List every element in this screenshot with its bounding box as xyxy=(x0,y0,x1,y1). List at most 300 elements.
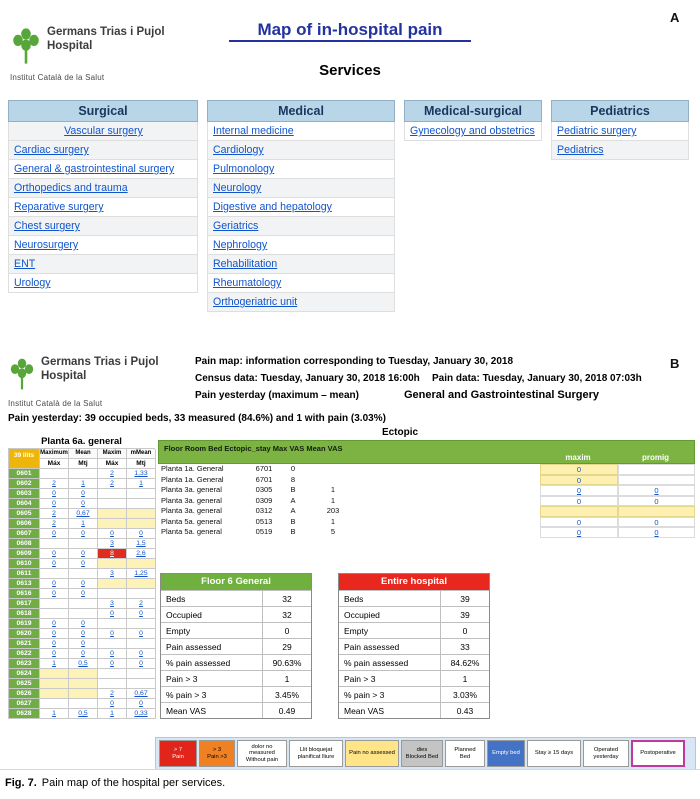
ward-value-cell[interactable]: 1 xyxy=(98,709,127,719)
ward-value-cell[interactable]: 1 xyxy=(69,519,98,529)
service-column-pediatrics xyxy=(551,100,689,160)
ward-value-cell[interactable] xyxy=(98,519,127,529)
ectopic-max-cell[interactable]: 0 xyxy=(540,485,618,496)
legend-label: Pain no assessed xyxy=(349,750,395,757)
ectopic-spacer-cell xyxy=(362,527,540,538)
caption-text: Pain map of the hospital per services. xyxy=(41,777,226,789)
ward-sub-header: Mtj xyxy=(69,459,98,469)
ectopic-table xyxy=(158,440,695,538)
ward-room-cell[interactable]: 0618 xyxy=(9,609,40,619)
ward-room-cell[interactable]: 0601 xyxy=(9,469,40,479)
summary-row xyxy=(339,638,489,654)
hospital-logo-b xyxy=(8,356,178,408)
ward-group-header: mMean xyxy=(127,449,156,459)
summary-label: Beds xyxy=(161,591,263,606)
ward-value-cell[interactable]: 0 xyxy=(40,629,69,639)
legend-item xyxy=(289,740,343,767)
legend-label: planificat lliure xyxy=(297,753,335,760)
ectopic-max-cell[interactable] xyxy=(540,506,618,517)
ward-value-cell[interactable]: 8 xyxy=(98,549,127,559)
ectopic-floor-cell[interactable]: Planta 1a. General xyxy=(161,464,224,473)
ward-value-cell[interactable]: 1 xyxy=(69,479,98,489)
ectopic-floor-cell[interactable]: Planta 5a. general xyxy=(161,516,222,526)
ward-value-cell[interactable]: 2 xyxy=(98,689,127,699)
hospital-name-line1: Germans Trias i Pujol xyxy=(41,356,159,368)
service-link[interactable]: Urology xyxy=(8,274,198,293)
ectopic-bed-cell[interactable]: 8 xyxy=(290,474,296,484)
summary-title: Floor 6 General xyxy=(161,574,311,590)
legend-item xyxy=(631,740,685,767)
ectopic-row xyxy=(158,527,695,538)
ectopic-mean-cell[interactable] xyxy=(618,506,695,517)
ward-value-cell[interactable]: 0,5 xyxy=(69,709,98,719)
service-link[interactable]: Digestive and hepatology xyxy=(207,198,395,217)
service-link[interactable]: Neurosurgery xyxy=(8,236,198,255)
ectopic-floor-cell[interactable]: Planta 3a. general xyxy=(161,506,222,515)
ward-value-cell[interactable]: 0,5 xyxy=(69,659,98,669)
ward-room-cell[interactable]: 0624 xyxy=(9,669,40,679)
summary-value: 0.43 xyxy=(456,706,474,716)
service-link[interactable]: Cardiology xyxy=(207,141,395,160)
summary-value: 84.62% xyxy=(450,658,480,668)
ectopic-stay-cell[interactable]: 203 xyxy=(326,506,340,515)
ward-value-cell[interactable]: 0 xyxy=(69,579,98,589)
summary-row xyxy=(161,622,311,638)
summary-row xyxy=(339,702,489,718)
ward-value-cell[interactable]: 0 xyxy=(40,589,69,599)
ectopic-mean-cell[interactable]: 0 xyxy=(618,527,695,538)
ward-value-cell[interactable]: 3 xyxy=(98,539,127,549)
legend-item xyxy=(583,740,629,767)
maxim-column-header: maxim xyxy=(565,453,591,462)
summary-value: 29 xyxy=(282,642,292,652)
service-column-medical-surgical xyxy=(404,100,542,141)
ward-room-cell[interactable]: 0604 xyxy=(9,499,40,509)
summary-label: % pain assessed xyxy=(339,655,441,670)
summary-label: Beds xyxy=(339,591,441,606)
figure-caption xyxy=(5,777,225,789)
ward-room-cell[interactable]: 0603 xyxy=(9,489,40,499)
ward-sub-header: Mtj xyxy=(127,459,156,469)
hospital-subtitle: Institut Català de la Salut xyxy=(10,73,105,82)
ward-value-cell[interactable]: 0 xyxy=(127,649,156,659)
legend-label: Postoperative xyxy=(640,750,676,757)
legend-item xyxy=(487,740,525,767)
ectopic-header-text: Floor Room Bed Ectopic_stay Max VAS Mean VAS xyxy=(164,444,343,453)
ectopic-max-cell[interactable]: 0 xyxy=(540,527,618,538)
legend-item xyxy=(199,740,235,767)
ward-value-cell[interactable]: 0 xyxy=(69,489,98,499)
summary-value: 90.63% xyxy=(272,658,302,668)
ectopic-bed-cell[interactable]: B xyxy=(290,485,296,494)
ward-value-cell[interactable]: 0 xyxy=(98,649,127,659)
ward-value-cell[interactable] xyxy=(98,559,127,569)
ward-value-cell[interactable]: 0 xyxy=(98,529,127,539)
legend-item xyxy=(445,740,485,767)
ectopic-stay-cell[interactable] xyxy=(304,464,362,475)
ectopic-floor-cell[interactable]: Planta 3a. general xyxy=(161,495,222,505)
ward-value-cell[interactable]: 3 xyxy=(98,599,127,609)
ward-room-cell[interactable]: 0611 xyxy=(9,569,40,579)
summary-value: 32 xyxy=(282,610,292,620)
ectopic-spacer-cell xyxy=(362,464,540,475)
summary-row xyxy=(161,686,311,702)
service-link[interactable]: Pediatric surgery xyxy=(551,122,689,141)
service-columns xyxy=(8,100,689,312)
legend-label: Pain xyxy=(172,753,184,760)
ward-group-header: Mean xyxy=(69,449,98,459)
summary-label: Empty xyxy=(161,623,263,638)
ward-value-cell[interactable]: 0 xyxy=(127,629,156,639)
ectopic-max-cell[interactable]: 0 xyxy=(540,517,618,528)
ectopic-mean-cell[interactable]: 0 xyxy=(618,485,695,496)
legend-item xyxy=(345,740,399,767)
summary-value: 39 xyxy=(460,594,470,604)
hospital-name-line2: Hospital xyxy=(47,39,93,52)
summary-title: Entire hospital xyxy=(339,574,489,590)
summary-label: Empty xyxy=(339,623,441,638)
service-link[interactable]: Pulmonology xyxy=(207,160,395,179)
ectopic-room-cell[interactable]: 0519 xyxy=(255,527,273,536)
ectopic-max-cell[interactable]: 0 xyxy=(540,464,618,475)
ward-value-cell[interactable] xyxy=(40,469,69,479)
ward-value-cell[interactable]: 0 xyxy=(40,529,69,539)
pain-map-info-line: Pain map: information corresponding to Tuesday, January 30, 2018 xyxy=(195,356,514,367)
ward-value-cell[interactable]: 2 xyxy=(98,479,127,489)
ectopic-title: Ectopic xyxy=(381,427,419,438)
ward-value-cell[interactable]: 0 xyxy=(69,629,98,639)
ward-value-cell[interactable]: 1,33 xyxy=(127,469,156,479)
ectopic-bed-cell[interactable]: B xyxy=(290,527,296,536)
summary-value: 3.45% xyxy=(274,690,300,700)
ectopic-row xyxy=(158,475,695,486)
summary-table-hospital xyxy=(338,573,490,719)
hospital-name-line1: Germans Trias i Pujol xyxy=(47,26,165,38)
summary-value: 1 xyxy=(284,674,290,684)
ectopic-stay-cell[interactable] xyxy=(304,475,362,486)
ward-value-cell[interactable]: 0 xyxy=(69,619,98,629)
summary-label: Mean VAS xyxy=(339,703,441,718)
ward-value-cell[interactable]: 0 xyxy=(98,629,127,639)
ward-sub-header: Máx xyxy=(98,459,127,469)
ward-room-cell[interactable]: 0609 xyxy=(9,549,40,559)
summary-row xyxy=(161,670,311,686)
ward-room-cell[interactable]: 0606 xyxy=(9,519,40,529)
ectopic-bed-cell[interactable]: 0 xyxy=(290,464,296,473)
ectopic-row xyxy=(158,506,695,517)
service-link[interactable]: Orthopedics and trauma xyxy=(8,179,198,198)
service-link[interactable]: Gynecology and obstetrics xyxy=(404,122,542,141)
summary-row xyxy=(161,654,311,670)
summary-row xyxy=(339,590,489,606)
ward-value-cell[interactable] xyxy=(127,559,156,569)
ectopic-floor-cell[interactable]: Planta 5a. general xyxy=(161,527,222,536)
ward-value-cell[interactable]: 0,67 xyxy=(127,689,156,699)
ectopic-spacer-cell xyxy=(362,517,540,528)
ectopic-mean-cell[interactable]: 0 xyxy=(618,517,695,528)
service-link[interactable]: Geriatrics xyxy=(207,217,395,236)
ward-room-cell[interactable]: 0623 xyxy=(9,659,40,669)
ward-value-cell[interactable]: 0,33 xyxy=(127,709,156,719)
legend-label: Blocked Bed xyxy=(405,753,439,760)
ward-value-cell[interactable]: 2 xyxy=(40,479,69,489)
summary-row xyxy=(339,606,489,622)
census-data-line: Census data: Tuesday, January 30, 2018 16:00h xyxy=(195,373,420,384)
ward-room-cell[interactable]: 0627 xyxy=(9,699,40,709)
legend-label: > 7 xyxy=(173,746,183,753)
summary-row xyxy=(339,686,489,702)
summary-value: 32 xyxy=(282,594,292,604)
ward-value-cell[interactable]: 2 xyxy=(40,509,69,519)
ward-room-cell[interactable]: 0608 xyxy=(9,539,40,549)
ectopic-room-cell[interactable]: 0513 xyxy=(255,516,273,526)
ward-room-cell[interactable]: 0621 xyxy=(9,639,40,649)
ward-value-cell[interactable]: 0 xyxy=(98,659,127,669)
summary-value: 3.03% xyxy=(452,690,478,700)
service-link[interactable]: Vascular surgery xyxy=(8,122,198,141)
legend-label: Stay ≥ 15 days xyxy=(534,750,574,757)
ward-value-cell[interactable]: 1 xyxy=(40,709,69,719)
ward-value-cell[interactable] xyxy=(127,519,156,529)
ward-group-header: Maximum xyxy=(40,449,69,459)
summary-label: Occupied xyxy=(339,607,441,622)
ectopic-stay-cell[interactable]: 1 xyxy=(330,495,336,505)
legend-item xyxy=(159,740,197,767)
summary-value: 39 xyxy=(460,610,470,620)
ectopic-spacer-cell xyxy=(362,475,540,486)
legend-item xyxy=(237,740,287,767)
ward-room-cell[interactable]: 0613 xyxy=(9,579,40,589)
ward-group-header: Maxim xyxy=(98,449,127,459)
summary-row xyxy=(161,590,311,606)
ectopic-floor-cell[interactable]: Planta 1a. General xyxy=(161,474,224,484)
service-link[interactable]: Internal medicine xyxy=(207,122,395,141)
ectopic-bed-cell[interactable]: A xyxy=(290,495,296,505)
service-link[interactable]: Rheumatology xyxy=(207,274,395,293)
services-heading: Services xyxy=(319,62,381,79)
summary-value: 1 xyxy=(462,674,468,684)
service-link[interactable]: Chest surgery xyxy=(8,217,198,236)
legend-label: dies xyxy=(416,746,428,753)
ward-value-cell[interactable]: 0 xyxy=(40,579,69,589)
ectopic-stay-cell[interactable]: 5 xyxy=(330,527,336,536)
ward-value-cell[interactable]: 2 xyxy=(98,469,127,479)
legend-strip xyxy=(155,737,696,770)
service-column-surgical xyxy=(8,100,198,293)
ectopic-floor-cell[interactable]: Planta 3a. general xyxy=(161,485,222,494)
legend-label: Planned xyxy=(454,746,476,753)
ward-room-cell[interactable]: 0625 xyxy=(9,679,40,689)
service-link[interactable]: Reparative surgery xyxy=(8,198,198,217)
summary-tables xyxy=(0,573,700,723)
summary-value: 0.49 xyxy=(278,706,296,716)
ectopic-row xyxy=(158,485,695,496)
ward-value-cell[interactable] xyxy=(40,539,69,549)
ward-value-cell[interactable]: 0 xyxy=(69,639,98,649)
pain-yesterday-summary: Pain yesterday: 39 occupied beds, 33 measured (84.6%) and 1 with pain (3.03%) xyxy=(8,413,386,424)
ward-value-cell[interactable]: 0 xyxy=(127,609,156,619)
legend-label: yesterday xyxy=(593,753,619,760)
summary-label: Pain > 3 xyxy=(161,671,263,686)
ward-value-cell[interactable]: 0 xyxy=(69,589,98,599)
service-link[interactable]: General & gastrointestinal surgery xyxy=(8,160,198,179)
ward-value-cell[interactable] xyxy=(69,539,98,549)
service-column-header: Pediatrics xyxy=(551,100,689,122)
ward-value-cell[interactable]: 3 xyxy=(98,569,127,579)
summary-row xyxy=(339,670,489,686)
hospital-logo-row xyxy=(8,356,178,392)
hospital-subtitle: Institut Català de la Salut xyxy=(8,399,103,408)
summary-row xyxy=(161,638,311,654)
ectopic-room-cell[interactable]: 6701 xyxy=(255,474,273,484)
service-column-header: Medical xyxy=(207,100,395,122)
service-link[interactable]: Orthogeriatric unit xyxy=(207,293,395,312)
ward-value-cell[interactable]: 0 xyxy=(127,659,156,669)
ward-value-cell[interactable]: 1 xyxy=(127,479,156,489)
ward-value-cell[interactable]: 0 xyxy=(40,619,69,629)
ectopic-bed-cell[interactable]: A xyxy=(290,506,296,515)
ectopic-stay-cell[interactable]: 1 xyxy=(330,485,336,494)
ward-value-cell[interactable]: 0 xyxy=(40,549,69,559)
ward-value-cell[interactable]: 0 xyxy=(127,529,156,539)
hospital-tree-icon xyxy=(8,356,36,392)
summary-value: 0 xyxy=(462,626,468,636)
ward-value-cell[interactable]: 0 xyxy=(69,559,98,569)
summary-value: 33 xyxy=(460,642,470,652)
service-link[interactable]: Rehabilitation xyxy=(207,255,395,274)
ward-value-cell[interactable]: 2 xyxy=(127,599,156,609)
ward-value-cell[interactable]: 0 xyxy=(69,549,98,559)
ward-value-cell[interactable] xyxy=(98,499,127,509)
hospital-name xyxy=(41,356,159,384)
ectopic-room-cell[interactable]: 0312 xyxy=(255,506,273,515)
pain-yesterday-label: Pain yesterday (maximum – mean) xyxy=(195,390,359,401)
ward-value-cell[interactable] xyxy=(127,489,156,499)
ectopic-mean-cell[interactable] xyxy=(618,464,695,475)
ward-value-cell[interactable]: 0 xyxy=(98,609,127,619)
service-column-medical xyxy=(207,100,395,312)
service-column-header: Medical-surgical xyxy=(404,100,542,122)
ectopic-spacer-cell xyxy=(362,506,540,517)
ectopic-room-cell[interactable]: 0309 xyxy=(255,495,273,505)
summary-label: % pain assessed xyxy=(161,655,263,670)
summary-row xyxy=(161,606,311,622)
summary-table-floor6 xyxy=(160,573,312,719)
summary-label: Pain > 3 xyxy=(339,671,441,686)
service-link[interactable]: Cardiac surgery xyxy=(8,141,198,160)
ward-value-cell[interactable]: 1 xyxy=(40,659,69,669)
ward-room-cell[interactable]: 0605 xyxy=(9,509,40,519)
ward-value-cell[interactable]: 0 xyxy=(40,639,69,649)
summary-label: % pain > 3 xyxy=(339,687,441,702)
ward-room-cell[interactable]: 0616 xyxy=(9,589,40,599)
ectopic-row xyxy=(158,517,695,528)
ectopic-mean-cell[interactable]: 0 xyxy=(618,496,695,507)
ectopic-stay-cell[interactable]: 1 xyxy=(330,516,336,526)
ward-value-cell[interactable]: 2,6 xyxy=(127,549,156,559)
ward-value-cell[interactable] xyxy=(98,489,127,499)
ectopic-row xyxy=(158,464,695,475)
ward-room-cell[interactable]: 0617 xyxy=(9,599,40,609)
ectopic-bed-cell[interactable]: B xyxy=(290,516,296,526)
ectopic-max-cell[interactable]: 0 xyxy=(540,475,618,486)
panel-a-title xyxy=(0,20,700,40)
ward-value-cell[interactable]: 0 xyxy=(40,499,69,509)
ward-value-cell[interactable]: 0 xyxy=(127,699,156,709)
figure-divider xyxy=(0,769,700,770)
ward-value-cell[interactable]: 1,25 xyxy=(127,569,156,579)
ward-value-cell[interactable]: 0 xyxy=(98,699,127,709)
ward-room-cell[interactable]: 0628 xyxy=(9,709,40,719)
ward-value-cell[interactable]: 0,67 xyxy=(69,509,98,519)
ectopic-mean-cell[interactable] xyxy=(618,475,695,486)
ectopic-row xyxy=(158,496,695,507)
service-link[interactable]: Neurology xyxy=(207,179,395,198)
legend-label: dolor no measured xyxy=(249,743,275,757)
ward-room-cell[interactable]: 0602 xyxy=(9,479,40,489)
promig-column-header: promig xyxy=(641,453,670,462)
legend-label: Bed xyxy=(459,753,471,760)
ward-sub-header: Máx xyxy=(40,459,69,469)
service-link[interactable]: Pediatrics xyxy=(551,141,689,160)
ectopic-max-cell[interactable]: 0 xyxy=(540,496,618,507)
ward-room-cell[interactable]: 0620 xyxy=(9,629,40,639)
ward-value-cell[interactable]: 0 xyxy=(69,649,98,659)
service-column-header: Surgical xyxy=(8,100,198,122)
panel-b-label: B xyxy=(670,356,680,371)
pain-data-line: Pain data: Tuesday, January 30, 2018 07:03h xyxy=(432,373,642,384)
ward-room-cell[interactable]: 0626 xyxy=(9,689,40,699)
ward-value-cell[interactable]: 0 xyxy=(40,649,69,659)
beds-count-cell: 39 llits xyxy=(9,449,40,469)
service-link[interactable]: Nephrology xyxy=(207,236,395,255)
ectopic-table-header xyxy=(158,440,695,464)
legend-item xyxy=(527,740,581,767)
legend-label: > 3 xyxy=(212,746,222,753)
ectopic-room-cell[interactable]: 6701 xyxy=(255,464,273,473)
summary-label: Occupied xyxy=(161,607,263,622)
summary-row xyxy=(339,654,489,670)
ward-value-cell[interactable] xyxy=(69,469,98,479)
legend-label: Operated xyxy=(593,746,619,753)
ward-value-cell[interactable]: 0 xyxy=(40,489,69,499)
ward-value-cell[interactable]: 2 xyxy=(40,519,69,529)
ectopic-spacer-cell xyxy=(362,496,540,507)
ward-value-cell[interactable]: 0 xyxy=(69,529,98,539)
ward-value-cell[interactable]: 1,5 xyxy=(127,539,156,549)
ward-value-cell[interactable] xyxy=(98,509,127,519)
ward-value-cell[interactable]: 0 xyxy=(40,559,69,569)
ward-room-cell[interactable]: 0607 xyxy=(9,529,40,539)
ectopic-spacer-cell xyxy=(362,485,540,496)
ward-room-cell[interactable]: 0622 xyxy=(9,649,40,659)
ward-value-cell[interactable] xyxy=(127,509,156,519)
summary-row xyxy=(161,702,311,718)
ward-room-cell[interactable]: 0610 xyxy=(9,559,40,569)
ward-value-cell[interactable] xyxy=(127,499,156,509)
legend-label: Without pain xyxy=(245,756,279,763)
summary-label: % pain > 3 xyxy=(161,687,263,702)
legend-label: Llit bloquejat xyxy=(299,746,333,753)
service-link[interactable]: ENT xyxy=(8,255,198,274)
ectopic-rows xyxy=(158,464,695,538)
ward-room-cell[interactable]: 0619 xyxy=(9,619,40,629)
ectopic-room-cell[interactable]: 0305 xyxy=(255,485,273,494)
ward-value-cell[interactable]: 0 xyxy=(69,499,98,509)
summary-label: Pain assessed xyxy=(161,639,263,654)
summary-row xyxy=(339,622,489,638)
service-name-heading: General and Gastrointestinal Surgery xyxy=(404,389,600,401)
